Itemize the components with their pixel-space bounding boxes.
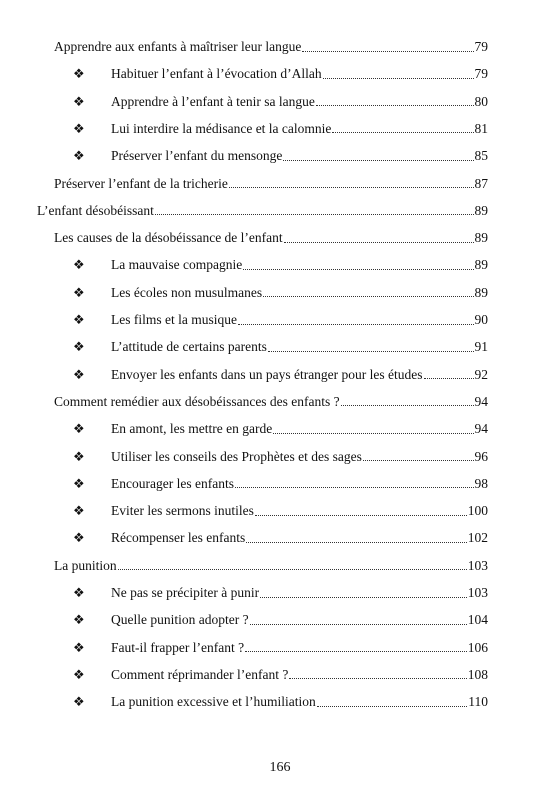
toc-entry-title: Les films et la musique bbox=[111, 312, 237, 327]
bullet-icon: ❖ bbox=[73, 612, 85, 628]
toc-entry[interactable] bbox=[73, 447, 488, 467]
dot-leader bbox=[284, 242, 474, 243]
bullet-icon: ❖ bbox=[73, 639, 85, 655]
dot-leader bbox=[424, 378, 474, 379]
toc-entry-page: 94 bbox=[474, 393, 488, 409]
toc-entry-page: 94 bbox=[474, 421, 488, 437]
bullet-icon: ❖ bbox=[73, 503, 85, 519]
toc-entry-title: Apprendre à l’enfant à tenir sa langue bbox=[111, 93, 315, 109]
bullet-icon: ❖ bbox=[73, 366, 85, 382]
dot-leader bbox=[250, 624, 467, 625]
dot-leader bbox=[268, 351, 474, 352]
toc-entry-page: 102 bbox=[467, 530, 488, 546]
toc-entry-title: Les causes de la désobéissance de l’enfant bbox=[54, 230, 283, 246]
toc-entry-title: La mauvaise compagnie bbox=[111, 257, 243, 273]
bullet-icon: ❖ bbox=[73, 339, 85, 355]
dot-leader bbox=[255, 515, 467, 516]
toc-entry-title: Envoyer les enfants dans un pays étranger pour les études bbox=[111, 366, 423, 382]
bullet-icon: ❖ bbox=[73, 421, 85, 437]
toc-entry[interactable] bbox=[73, 255, 488, 275]
dot-leader bbox=[260, 597, 467, 598]
bullet-icon: ❖ bbox=[73, 694, 85, 710]
bullet-icon: ❖ bbox=[73, 448, 85, 464]
toc-entry-page: 96 bbox=[474, 448, 488, 464]
toc-entry[interactable] bbox=[73, 92, 488, 112]
toc-entry-page: 89 bbox=[474, 230, 488, 246]
toc-entry[interactable] bbox=[37, 201, 488, 221]
toc-entry-title: Faut-il frapper l’enfant ? bbox=[111, 639, 245, 655]
toc-entry-page: 85 bbox=[474, 148, 488, 164]
dot-leader bbox=[332, 132, 473, 133]
toc-entry-title: Comment remédier aux désobéissances des enfants ? bbox=[54, 393, 340, 409]
toc-entry-page: 89 bbox=[474, 284, 488, 300]
toc-entry-title: Les écoles non musulmanes bbox=[111, 284, 263, 300]
toc-entry[interactable] bbox=[73, 146, 488, 166]
toc-entry[interactable] bbox=[73, 501, 488, 521]
dot-leader bbox=[289, 678, 466, 679]
toc-entry[interactable] bbox=[73, 310, 488, 330]
toc-entry-title: La punition excessive et l’humiliation bbox=[111, 694, 316, 710]
toc-entry[interactable] bbox=[54, 556, 488, 576]
bullet-icon: ❖ bbox=[73, 312, 85, 327]
toc-entry-title: Ne pas se précipiter à punir bbox=[111, 585, 260, 600]
bullet-icon: ❖ bbox=[73, 666, 85, 682]
toc-entry-title: Apprendre aux enfants à maîtriser leur langue bbox=[54, 39, 302, 54]
dot-leader bbox=[246, 542, 467, 543]
toc-entry-page: 103 bbox=[467, 557, 488, 573]
toc-entry-page: 108 bbox=[467, 666, 488, 682]
toc-entry-page: 90 bbox=[474, 312, 488, 327]
toc-entry-title: Quelle punition adopter ? bbox=[111, 612, 249, 628]
bullet-icon: ❖ bbox=[73, 284, 85, 300]
toc-entry-title: Récompenser les enfants bbox=[111, 530, 246, 546]
dot-leader bbox=[243, 269, 473, 270]
page-number: 166 bbox=[269, 760, 291, 775]
toc-entry[interactable] bbox=[73, 419, 488, 439]
dot-leader bbox=[118, 569, 467, 570]
dot-leader bbox=[155, 214, 474, 215]
dot-leader bbox=[363, 460, 474, 461]
dot-leader bbox=[229, 187, 474, 188]
toc-entry[interactable] bbox=[54, 392, 488, 412]
toc-entry-title: Préserver l’enfant de la tricherie bbox=[54, 175, 228, 191]
bullet-icon: ❖ bbox=[73, 475, 85, 491]
bullet-icon: ❖ bbox=[73, 530, 85, 546]
dot-leader bbox=[317, 706, 468, 707]
toc-entry[interactable] bbox=[73, 119, 488, 139]
toc-entry-page: 106 bbox=[467, 639, 488, 655]
toc-entry-page: 100 bbox=[467, 503, 488, 519]
toc-entry-page: 87 bbox=[474, 175, 488, 191]
dot-leader bbox=[283, 160, 473, 161]
dot-leader bbox=[302, 51, 473, 52]
toc-entry[interactable] bbox=[73, 583, 488, 603]
toc-entry[interactable] bbox=[73, 610, 488, 630]
toc-entry-title: L’attitude de certains parents bbox=[111, 339, 267, 355]
toc-entry-title: Préserver l’enfant du mensonge bbox=[111, 148, 283, 164]
toc-entry-page: 92 bbox=[474, 366, 488, 382]
bullet-icon: ❖ bbox=[73, 66, 85, 82]
dot-leader bbox=[341, 405, 474, 406]
bullet-icon: ❖ bbox=[73, 93, 85, 109]
toc-entry[interactable] bbox=[54, 37, 488, 57]
dot-leader bbox=[238, 324, 474, 325]
toc-entry-page: 80 bbox=[474, 93, 488, 109]
toc-entry[interactable] bbox=[73, 638, 488, 658]
toc-entry-page: 110 bbox=[468, 694, 488, 710]
toc-entry-page: 79 bbox=[474, 39, 488, 54]
toc-entry-title: Habituer l’enfant à l’évocation d’Allah bbox=[111, 66, 322, 82]
toc-entry[interactable] bbox=[73, 692, 488, 712]
toc-entry-page: 103 bbox=[467, 585, 488, 600]
dot-leader bbox=[235, 487, 474, 488]
toc-entry-page: 89 bbox=[474, 202, 488, 218]
toc-entry[interactable] bbox=[54, 174, 488, 194]
dot-leader bbox=[263, 296, 473, 297]
toc-entry[interactable] bbox=[73, 283, 488, 303]
dot-leader bbox=[323, 78, 474, 79]
toc-entry-title: Comment réprimander l’enfant ? bbox=[111, 666, 289, 682]
toc-entry-page: 89 bbox=[474, 257, 488, 273]
toc-entry-page: 98 bbox=[474, 475, 488, 491]
toc-entry-title: Encourager les enfants bbox=[111, 475, 234, 491]
toc-entry[interactable] bbox=[73, 337, 488, 357]
toc-entry-title: En amont, les mettre en garde bbox=[111, 421, 273, 437]
bullet-icon: ❖ bbox=[73, 148, 85, 164]
toc-entry-title: L’enfant désobéissant bbox=[37, 202, 154, 218]
toc-entry[interactable] bbox=[73, 474, 488, 494]
toc-entry[interactable] bbox=[73, 528, 488, 548]
toc-entry-title: Lui interdire la médisance et la calomnie bbox=[111, 120, 332, 136]
toc-entry-page: 79 bbox=[474, 66, 488, 82]
toc-entry-title: Eviter les sermons inutiles bbox=[111, 503, 254, 519]
toc-entry-title: Utiliser les conseils des Prophètes et des sages bbox=[111, 448, 362, 464]
toc-entry[interactable] bbox=[54, 228, 488, 248]
bullet-icon: ❖ bbox=[73, 120, 85, 136]
toc-entry-title: La punition bbox=[54, 557, 117, 573]
toc-entry-page: 91 bbox=[474, 339, 488, 355]
toc-entry-page: 104 bbox=[467, 612, 488, 628]
dot-leader bbox=[245, 651, 467, 652]
bullet-icon: ❖ bbox=[73, 257, 85, 273]
dot-leader bbox=[316, 105, 474, 106]
toc-entry[interactable] bbox=[73, 365, 488, 385]
dot-leader bbox=[273, 433, 473, 434]
toc-entry[interactable] bbox=[73, 665, 488, 685]
toc-entry[interactable] bbox=[73, 64, 488, 84]
toc-entry-page: 81 bbox=[474, 120, 488, 136]
bullet-icon: ❖ bbox=[73, 585, 85, 600]
